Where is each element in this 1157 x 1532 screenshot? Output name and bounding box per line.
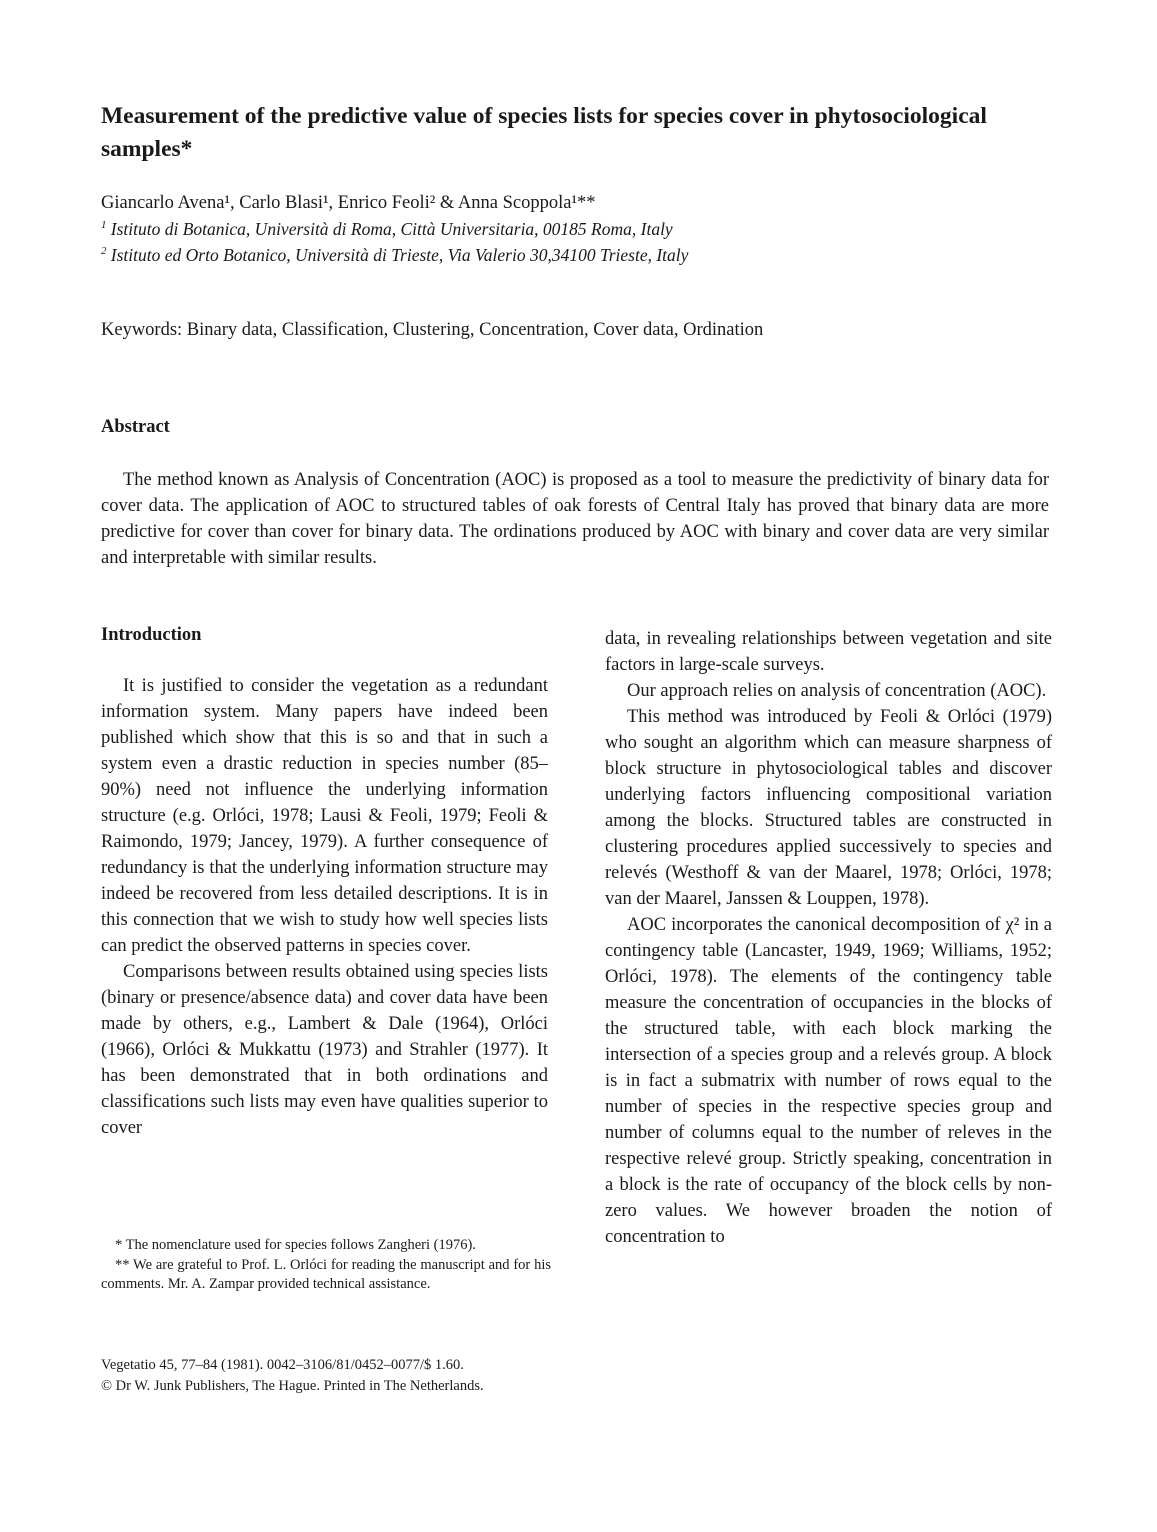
abstract-heading: Abstract [101, 417, 170, 437]
author-list: Giancarlo Avena¹, Carlo Blasi¹, Enrico Feoli² & Anna Scoppola¹** [101, 193, 596, 213]
paper-title: Measurement of the predictive value of species lists for species cover in phytosociological samples* [101, 103, 987, 162]
footnote: ** We are grateful to Prof. L. Orlóci for reading the manuscript and for his comments. Mr. A. Zampar provided technical assistance. [101, 1256, 551, 1292]
left-column [101, 622, 548, 1141]
affiliation-2 [101, 243, 688, 267]
intro-paragraph: It is justified to consider the vegetation as a redundant information system. Many papers have indeed been published which show that this is so and that in such a system even a drastic reduction in species number (85–90%) need not influence the underlying information structure (e.g. Orlóci, 1978; Lausi & Feoli, 1979; Feoli & Raimondo, 1979; Jancey, 1979). A further consequence of redundancy is that the underlying information structure may indeed be recovered from less detailed descriptions. It is in this connection that we wish to study how well species lists can predict the observed patterns in species cover. [101, 676, 548, 956]
abstract [101, 467, 1049, 571]
body-paragraph: Our approach relies on analysis of concentration (AOC). [627, 681, 1047, 701]
affiliation-mark: 2 [101, 245, 107, 258]
affiliation-1 [101, 217, 673, 241]
journal-citation: Vegetatio 45, 77–84 (1981). 0042–3106/81/0452–0077/$ 1.60. [101, 1357, 464, 1373]
intro-paragraph: Comparisons between results obtained using species lists (binary or presence/absence data) and cover data have been made by others, e.g., Lambert & Dale (1964), Orlóci (1966), Orlóci & Mukkattu (1973) and Strahler (1977). It has been demonstrated that in both ordinations and classifications such lists may even have qualities superior to cover [101, 962, 548, 1138]
body-paragraph: AOC incorporates the canonical decomposition of χ² in a contingency table (Lancaster, 1949, 1969; Williams, 1952; Orlóci, 1978). The elements of the contingency table measure the concentration of occupancies in the blocks of the structured table, with each block marking the intersection of a species group and a relevés group. A block is in fact a submatrix with number of rows equal to the number of species in the respective species group and number of columns equal to the number of releves in the respective relevé group. Strictly speaking, concentration in a block is the rate of occupancy of the block cells by non-zero values. We however broaden the notion of concentration to [605, 915, 1052, 1247]
right-column [605, 626, 1052, 1250]
journal-info [101, 1355, 484, 1397]
body-paragraph: This method was introduced by Feoli & Orlóci (1979) who sought an algorithm which can measure sharpness of block structure in phytosociological tables and discover underlying factors influencing compositional variation among the blocks. Structured tables are constructed in clustering procedures applied successively to species and relevés (Westhoff & van der Maarel, 1978; Orlóci, 1978; van der Maarel, Janssen & Louppen, 1978). [605, 707, 1052, 909]
affiliation-text: Istituto di Botanica, Università di Roma, Città Universitaria, 00185 Roma, Italy [110, 219, 673, 239]
keywords: Keywords: Binary data, Classification, Clustering, Concentration, Cover data, Ordination [101, 320, 764, 340]
abstract-text: The method known as Analysis of Concentration (AOC) is proposed as a tool to measure the predictivity of binary data for cover data. The application of AOC to structured tables of oak forests of Central Italy has proved that binary data are more predictive for cover than cover for binary data. The ordinations produced by AOC with binary and cover data are very similar and interpretable with similar results. [101, 470, 1049, 568]
footnote: * The nomenclature used for species follows Zangheri (1976). [115, 1237, 476, 1253]
affiliation-text: Istituto ed Orto Botanico, Università di Trieste, Via Valerio 30,34100 Trieste, Italy [110, 245, 689, 265]
publisher-line: © Dr W. Junk Publishers, The Hague. Printed in The Netherlands. [101, 1378, 484, 1394]
continuation-paragraph: data, in revealing relationships between vegetation and site factors in large-scale surveys. [605, 629, 1052, 675]
affiliation-mark: 1 [101, 219, 107, 232]
footnotes [101, 1236, 551, 1295]
introduction-heading: Introduction [101, 625, 202, 645]
